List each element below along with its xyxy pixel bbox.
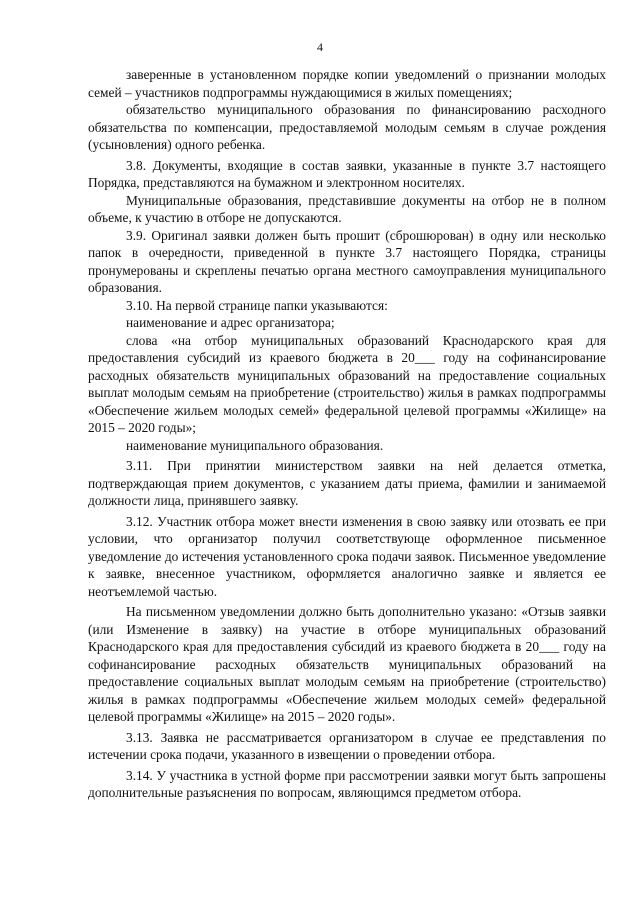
paragraph-3-8: 3.8. Документы, входящие в состав заявки, указанные в пункте 3.7 настоящего Порядка, представляются на бумажном и электронном носителях. [88,157,606,190]
paragraph-municipal-obligation: обязательство муниципального образования по финансированию расходного обязательства по компенсации, предоставляемой молодым семьям в случае рождения (усыновления) одного ребенка. [88,102,606,152]
paragraph-3-14: 3.14. У участника в устной форме при рассмотрении заявки могут быть запрошены дополнительные разъяснения по вопросам, являющимся предметом отбора. [88,767,606,800]
paragraph-3-12: 3.12. Участник отбора может внести изменения в свою заявку или отозвать ее при условии, что организатор получил соответствующе оформленное письменное уведомление до истечения установленного срока подачи заявок. Письменное уведомление к заявке, внесенное участником, оформляется аналогично заявке и является ее неотъемлемой частью. [88,513,606,599]
paragraph-3-10: 3.10. На первой странице папки указываются: [126,297,388,313]
paragraph-incomplete-documents: Муниципальные образования, представившие документы на отбор не в полном объеме, к участию в отборе не допускаются. [88,192,606,225]
paragraph-municipality-name: наименование муниципального образования. [126,437,384,453]
document-body [88,66,606,802]
paragraph-3-13: 3.13. Заявка не рассматривается организатором в случае ее представления по истечении срока подачи, указанного в извещении о проведении отбора. [88,729,606,762]
paragraph-copies-of-notices: заверенные в установленном порядке копии уведомлений о признании молодых семей – участников подпрограммы нуждающимися в жилых помещениях; [88,67,606,100]
page-number: 4 [317,40,323,54]
paragraph-organizer-name-address: наименование и адрес организатора; [126,315,335,330]
paragraph-3-9: 3.9. Оригинал заявки должен быть прошит (сброшюрован) в одну или несколько папок в очередности, приведенной в пункте 3.7 настоящего Порядка, страницы пронумерованы и скреплены печатью органа местного самоуправления муниципального образования. [88,227,606,295]
paragraph-folder-words: слова «на отбор муниципальных образований Краснодарского края для предоставления субсидий из краевого бюджета в 20___ году на софинансирование расходных обязательств муниципальных образований на предоставление социальных выплат молодым семьям на приобретение (строительство) жилья в рамках подпрограммы «Обеспечение жильем молодых семей» федеральной целевой программы «Жилище» на 2015 – 2020 годы»; [88,332,606,435]
paragraph-written-notice: На письменном уведомлении должно быть дополнительно указано: «Отзыв заявки (или Изменение в заявку) на участие в отборе муниципальных образований Краснодарского края для предоставления субсидий из краевого бюджета в 20___ году на софинансирование расходных обязательств муниципальных образований на предоставление социальных выплат молодым семьям на приобретение (строительство) жилья в рамках подпрограммы «Обеспечение жильем молодых семей» федеральной целевой программы «Жилище» на 2015 – 2020 годы». [88,604,606,724]
paragraph-3-11: 3.11. При принятии министерством заявки на ней делается отметка, подтверждающая прием документов, с указанием даты приема, фамилии и занимаемой должности лица, принявшего заявку. [88,458,606,508]
